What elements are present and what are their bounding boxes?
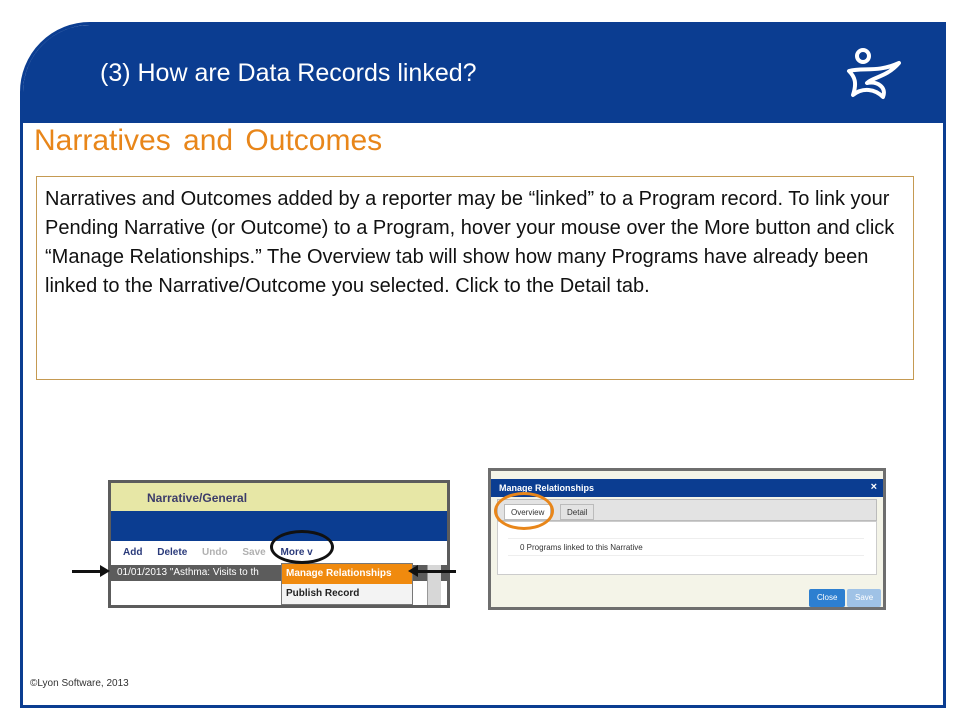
instruction-text: Narratives and Outcomes added by a reporter may be “linked” to a Program record. To link your Pending Narrative (or Outcome) to a Program, hover your mouse over the More button and click “Manage Relationships.” The Overview tab will show how many Programs have already been linked to the Narrative/Outcome you selected. Click to the Detail tab. [45, 188, 895, 297]
section-subtitle: Narratives and Outcomes [34, 124, 383, 157]
more-button[interactable]: More v [280, 547, 313, 558]
tab-detail[interactable]: Detail [560, 504, 594, 520]
publish-record-menu-item[interactable]: Publish Record [286, 588, 360, 599]
dialog-body [497, 521, 877, 575]
close-button[interactable]: Close [809, 589, 845, 607]
slide-header-title: (3) How are Data Records linked? [100, 59, 477, 87]
manage-relationships-dialog-screenshot [488, 468, 886, 610]
add-button[interactable]: Add [123, 547, 143, 558]
pointer-arrow-left [416, 570, 456, 573]
undo-button[interactable]: Undo [202, 547, 228, 558]
more-dropdown-menu [281, 563, 413, 605]
dialog-tabs [497, 499, 877, 521]
dialog-title: Manage Relationships [499, 483, 595, 493]
linked-programs-text: 0 Programs linked to this Narrative [508, 538, 864, 556]
table-row[interactable]: 01/01/2013 "Asthma: Visits to th [111, 565, 447, 581]
tab-overview[interactable]: Overview [504, 504, 551, 520]
overview-tab-highlight-circle [494, 492, 554, 530]
dialog-titlebar [491, 479, 883, 497]
delete-button[interactable]: Delete [157, 547, 188, 558]
save-button-disabled[interactable]: Save [847, 589, 881, 607]
save-button[interactable]: Save [242, 547, 266, 558]
close-icon[interactable]: × [870, 481, 877, 493]
more-button-highlight-circle [270, 530, 334, 564]
copyright-footer: ©Lyon Software, 2013 [30, 678, 129, 689]
header-band [23, 25, 943, 123]
instruction-text-box [36, 176, 914, 380]
manage-relationships-menu-item[interactable]: Manage Relationships [282, 564, 412, 584]
panel-title: Narrative/General [111, 483, 447, 511]
lyon-logo-icon [843, 47, 905, 101]
pointer-arrow-right [72, 570, 102, 573]
